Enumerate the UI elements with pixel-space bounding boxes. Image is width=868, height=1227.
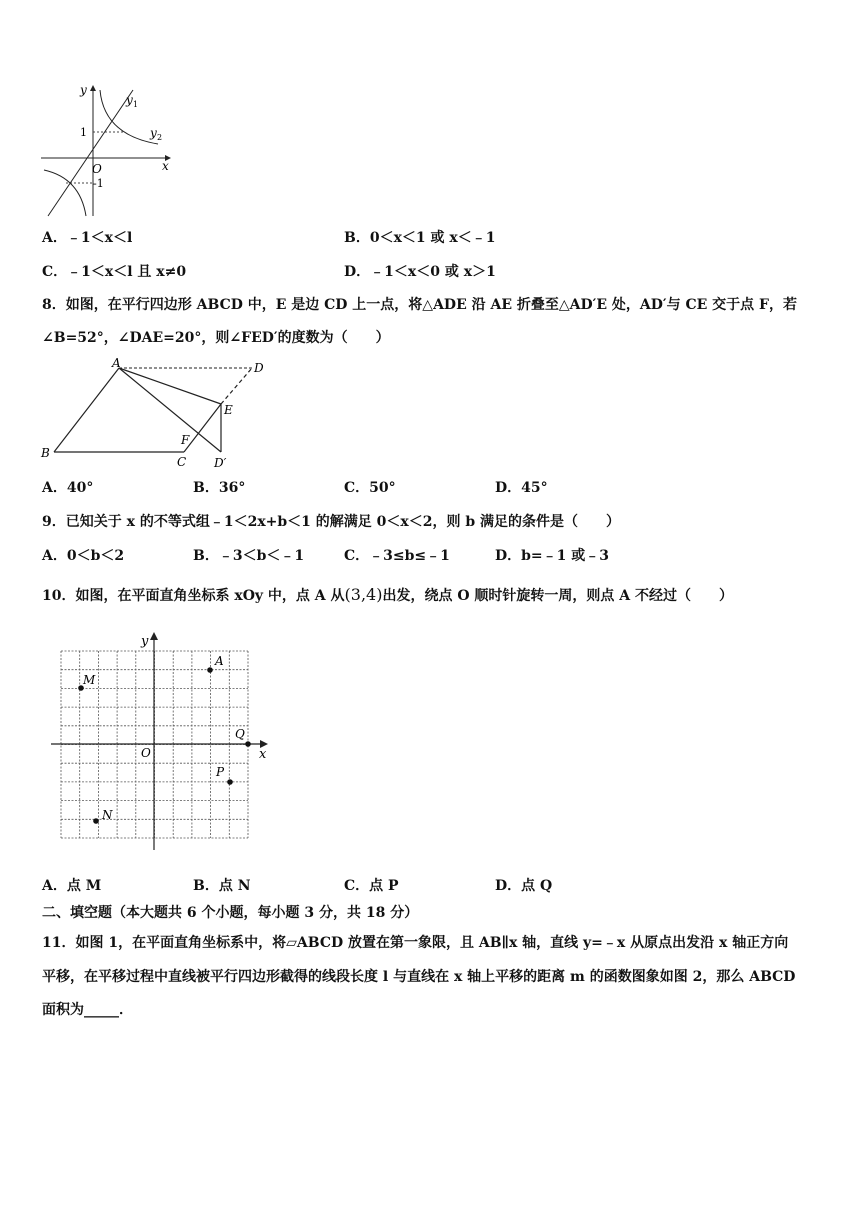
q7-option-c[interactable]: C．﹣1＜x＜l 且 x≠0	[42, 264, 187, 280]
q10-option-b[interactable]: B．点 N	[193, 878, 251, 894]
curve-y2-branch-3	[44, 170, 86, 216]
label-q: Q	[235, 727, 245, 741]
label-d: D	[254, 361, 264, 375]
label-c: C	[177, 455, 187, 469]
q7-option-a[interactable]: A．﹣1＜x＜l	[42, 230, 133, 246]
segment-ed-dashed	[221, 368, 252, 404]
q11-stem-line-1: 11．如图 1，在平面直角坐标系中，将▱ABCD 放置在第一象限，且 AB∥x 轴，直线 y=﹣x 从原点出发沿 x 轴正方向	[42, 935, 789, 951]
q9-option-b[interactable]: B．﹣3＜b＜﹣1	[193, 548, 305, 564]
segment-ba	[54, 368, 119, 452]
segment-ce	[184, 404, 221, 452]
label-f: F	[181, 433, 190, 447]
point-q	[245, 741, 251, 747]
y1-label: y	[126, 93, 133, 107]
q8-stem-line-1: 8．如图，在平行四边形 ABCD 中，E 是边 CD 上一点，将△ADE 沿 AE 折叠至△AD′E 处，AD′与 CE 交于点 F，若	[42, 297, 797, 313]
q8-option-c[interactable]: C．50°	[344, 480, 396, 496]
label-y: y	[141, 634, 149, 649]
point-n	[93, 818, 99, 824]
q10-stem-post: 出发，绕点 O 顺时针旋转一周，则点 A 不经过（ ）	[382, 588, 734, 604]
label-d-prime: D′	[214, 456, 227, 470]
label-m: M	[83, 673, 96, 687]
q8-stem-line-2: ∠B=52°，∠DAE=20°，则∠FED′的度数为（ ）	[42, 330, 390, 346]
q8-option-a[interactable]: A．40°	[42, 480, 94, 496]
point-a	[207, 667, 213, 673]
y1-subscript: 1	[133, 100, 139, 109]
q8-option-b[interactable]: B．36°	[193, 480, 246, 496]
curve-y1-line	[48, 90, 133, 216]
segment-ae	[119, 368, 221, 404]
y-axis-arrow-icon	[150, 632, 158, 640]
origin-label: O	[92, 162, 102, 176]
q7-function-graph	[38, 80, 178, 220]
y-axis-label: y	[80, 83, 87, 97]
tick-label-1: 1	[80, 126, 87, 139]
q9-option-d[interactable]: D．b=﹣1 或﹣3	[495, 548, 610, 564]
segment-ad-prime	[119, 368, 221, 452]
q10-option-d[interactable]: D．点 Q	[495, 878, 553, 894]
q9-option-c[interactable]: C．﹣3≤b≤﹣1	[344, 548, 450, 564]
q10-coordinate-grid-figure	[48, 630, 274, 854]
label-p: P	[216, 765, 225, 779]
q11-stem-line-2: 平移，在平移过程中直线被平行四边形截得的线段长度 l 与直线在 x 轴上平移的距离 m 的函数图象如图 2，那么 ABCD	[42, 969, 796, 985]
q10-stem	[42, 585, 733, 606]
label-e: E	[224, 403, 233, 417]
point-p	[227, 779, 233, 785]
q8-option-d[interactable]: D．45°	[495, 480, 548, 496]
x-axis-label: x	[162, 159, 169, 173]
y-axis-arrow-icon	[90, 85, 96, 91]
q8-parallelogram-figure	[38, 356, 270, 471]
label-a: A	[215, 654, 224, 668]
q9-option-a[interactable]: A．0＜b＜2	[42, 548, 125, 564]
label-a: A	[112, 356, 121, 370]
label-o: O	[141, 746, 151, 760]
label-x: x	[259, 747, 267, 762]
label-b: B	[41, 446, 50, 460]
label-n: N	[102, 808, 113, 822]
y2-label: y	[150, 126, 157, 140]
q7-option-d[interactable]: D．﹣1＜x＜0 或 x＞1	[344, 264, 496, 280]
q10-coordinate: (3,4)	[344, 585, 383, 604]
q11-stem-line-3: 面积为_____．	[42, 1002, 133, 1018]
q7-option-b[interactable]: B．0＜x＜1 或 x＜﹣1	[344, 230, 496, 246]
q10-stem-pre: 10．如图，在平面直角坐标系 xOy 中，点 A 从	[42, 588, 345, 604]
section-2-title: 二、填空题（本大题共 6 个小题，每小题 3 分，共 18 分）	[42, 905, 419, 921]
tick-label-neg1: -1	[93, 177, 104, 190]
y2-subscript: 2	[157, 133, 163, 142]
q10-option-c[interactable]: C．点 P	[344, 878, 399, 894]
q10-option-a[interactable]: A．点 M	[42, 878, 102, 894]
q9-stem: 9．已知关于 x 的不等式组﹣1＜2x+b＜1 的解满足 0＜x＜2，则 b 满足的条件是（ ）	[42, 514, 621, 530]
